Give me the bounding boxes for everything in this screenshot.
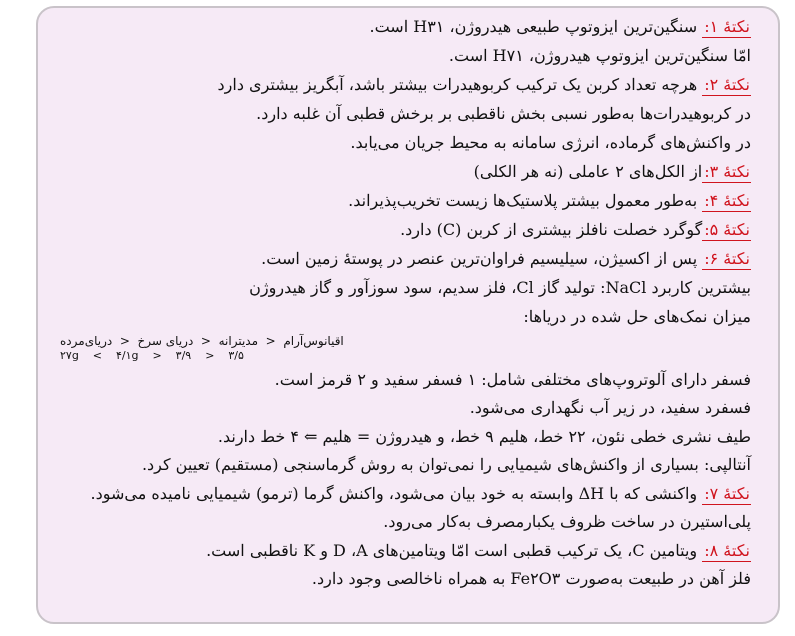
note-tag: نکتهٔ ۲:	[704, 75, 750, 94]
note-line-9	[261, 248, 751, 270]
note-text: امّا سنگین‌ترین ایزوتوپ هیدروژن، H۷۱ است.	[448, 46, 751, 65]
note-line-5	[350, 132, 751, 154]
note-tag: نکتهٔ ۱:	[704, 17, 750, 36]
note-text: از الکل‌های ۲ عاملی (نه هر الکلی)	[473, 162, 703, 181]
note-line-18	[206, 540, 751, 562]
seas-values: ۲۷g < ۴/۱g > ۳/۹ > ۳/۵	[60, 349, 244, 362]
note-text: فسفرد سفید، در زیر آب نگهداری می‌شود.	[469, 398, 751, 417]
note-line-8	[400, 219, 751, 241]
note-text: در واکنش‌های گرماده، انرژی سامانه به محیط جریان می‌یابد.	[350, 133, 751, 152]
note-text: واکنشی که با ΔH وابسته به خود بیان می‌شود، واکنش گرما (ترمو) شیمیایی نامیده می‌شود.	[90, 484, 703, 503]
note-text: گوگرد خصلت نافلز بیشتری از کربن (C) دارد.	[400, 220, 703, 239]
note-text: هرچه تعداد کربن یک ترکیب کربوهیدرات بیشتر باشد، آبگریز بیشتری دارد	[217, 75, 703, 94]
note-tag: نکتهٔ ۶:	[704, 249, 750, 268]
seas-names: اقیانوس‌آرام < مدیترانه < دریای سرخ < دریای‌مرده	[60, 334, 344, 348]
note-line-15	[142, 454, 751, 476]
note-text: در کربوهیدرات‌ها به‌طور نسبی بخش ناقطبی بر برخش قطبی آن غلبه دارد.	[256, 104, 751, 123]
note-tag: نکتهٔ ۷:	[704, 484, 750, 503]
note-tag: نکتهٔ ۳:	[704, 162, 750, 181]
note-text: سنگین‌ترین ایزوتوپ طبیعی هیدروژن، H۳۱ است.	[369, 17, 703, 36]
note-text: آنتالپی: بسیاری از واکنش‌های شیمیایی را نمی‌توان به روش گرماسنجی (مستقیم) تعیین کرد.	[141, 455, 751, 474]
note-text: پلی‌استیرن در ساخت ظروف یکبارمصرف به‌کار می‌رود.	[383, 512, 751, 531]
note-line-2	[449, 45, 751, 67]
note-line-11	[523, 306, 751, 328]
note-text: ویتامین C، یک ترکیب قطبی است امّا ویتامین‌های D ،A و K ناقطبی است.	[206, 541, 703, 560]
note-tag: نکتهٔ ۵:	[704, 220, 750, 239]
note-line-12	[275, 369, 751, 391]
note-line-6	[474, 161, 751, 183]
note-line-19	[312, 568, 751, 590]
note-text: فسفر دارای آلوتروپ‌های مختلفی شامل: ۱ فسفر سفید و ۲ قرمز است.	[274, 370, 751, 389]
note-text: فلز آهن در طبیعت به‌صورت Fe۲O۳ به همراه ناخالصی وجود دارد.	[311, 569, 751, 588]
note-text: بیشترین کاربرد NaCl: تولید گاز Cl، فلز سدیم، سود سوزآور و گاز هیدروژن	[249, 278, 751, 297]
note-text: میزان نمک‌های حل شده در دریاها:	[523, 307, 751, 326]
note-line-1	[370, 16, 752, 38]
note-text: طیف نشری خطی نئون، ۲۲ خط، هلیم ۹ خط، و هیدروژن = هلیم ⇐ ۴ خط دارند.	[217, 427, 751, 446]
note-line-7	[348, 190, 751, 212]
note-tag: نکتهٔ ۴:	[704, 191, 750, 210]
note-text: به‌طور معمول بیشتر پلاستیک‌ها زیست تخریب‌پذیراند.	[348, 191, 703, 210]
note-line-4	[256, 103, 751, 125]
note-line-17	[383, 511, 751, 533]
note-tag: نکتهٔ ۸:	[704, 541, 750, 560]
note-line-16	[91, 483, 752, 505]
note-line-3	[218, 74, 751, 96]
note-line-14	[218, 426, 751, 448]
note-line-10	[249, 277, 751, 299]
note-text: پس از اکسیژن، سیلیسیم فراوان‌ترین عنصر در پوستهٔ زمین است.	[261, 249, 703, 268]
note-line-13	[470, 397, 751, 419]
